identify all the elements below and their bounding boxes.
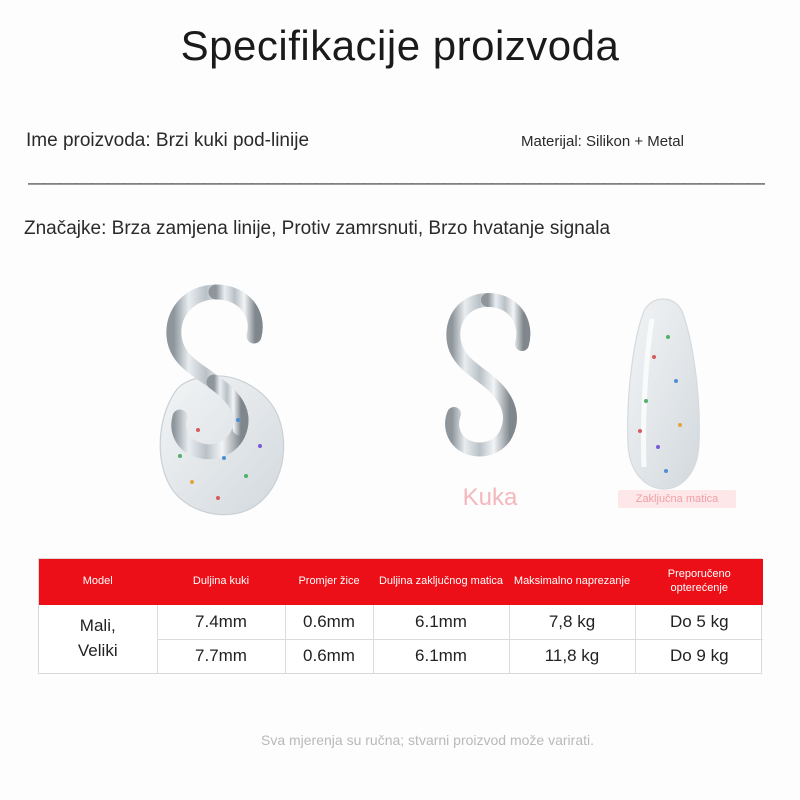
hook-large-image	[120, 270, 310, 530]
cell-hook-length-small: 7.4mm	[157, 605, 285, 639]
column-header-wire-diameter: Promjer žice	[285, 559, 373, 605]
column-header-nut-length: Duljina zaključnog matica	[373, 559, 509, 605]
table-header-row	[39, 559, 763, 605]
table-row	[39, 605, 763, 639]
lock-nut-label: Zaključna matica	[618, 490, 736, 508]
cell-model-group	[39, 605, 157, 673]
footnote-text: Sva mjerenja su ručna; stvarni proizvod može varirati.	[260, 732, 595, 748]
specification-table	[38, 558, 762, 674]
material-text: Materijal: Silikon + Metal	[521, 133, 684, 150]
column-header-hook-length: Duljina kuki	[157, 559, 285, 605]
info-row	[0, 130, 800, 156]
product-images	[0, 262, 800, 552]
cell-wire-diameter-large: 0.6mm	[285, 639, 373, 673]
page-title: Specifikacije proizvoda	[180, 22, 620, 69]
model-small: Mali,	[79, 616, 116, 636]
column-header-max-tension: Maksimalno naprezanje	[509, 559, 635, 605]
product-name-text: Ime proizvoda: Brzi kuki pod-linije	[26, 130, 310, 151]
hook-small-image	[430, 282, 550, 512]
cell-recommended-load-small: Do 5 kg	[669, 611, 729, 631]
hook-label: Kuka	[462, 484, 518, 511]
cell-nut-length-large: 6.1mm	[373, 639, 509, 673]
cell-hook-length-large: 7.7mm	[157, 639, 285, 673]
cell-max-tension-large: 11,8 kg	[509, 639, 635, 673]
cell-nut-length-small: 6.1mm	[373, 605, 509, 639]
cell-max-tension-small: 7,8 kg	[509, 605, 635, 639]
features-text: Značajke: Brza zamjena linije, Protiv zamrsnuti, Brzo hvatanje signala	[24, 218, 611, 239]
dashed-divider: ——————————————————————————————————————————————	[28, 173, 764, 192]
cell-wire-diameter-small: 0.6mm	[285, 605, 373, 639]
column-header-recommended-load: Preporučeno opterećenje	[635, 559, 763, 605]
lock-nut-image	[608, 297, 718, 497]
cell-recommended-load-large: Do 9 kg	[635, 639, 763, 673]
model-large: Veliki	[77, 641, 118, 660]
column-header-model: Model	[39, 559, 157, 605]
